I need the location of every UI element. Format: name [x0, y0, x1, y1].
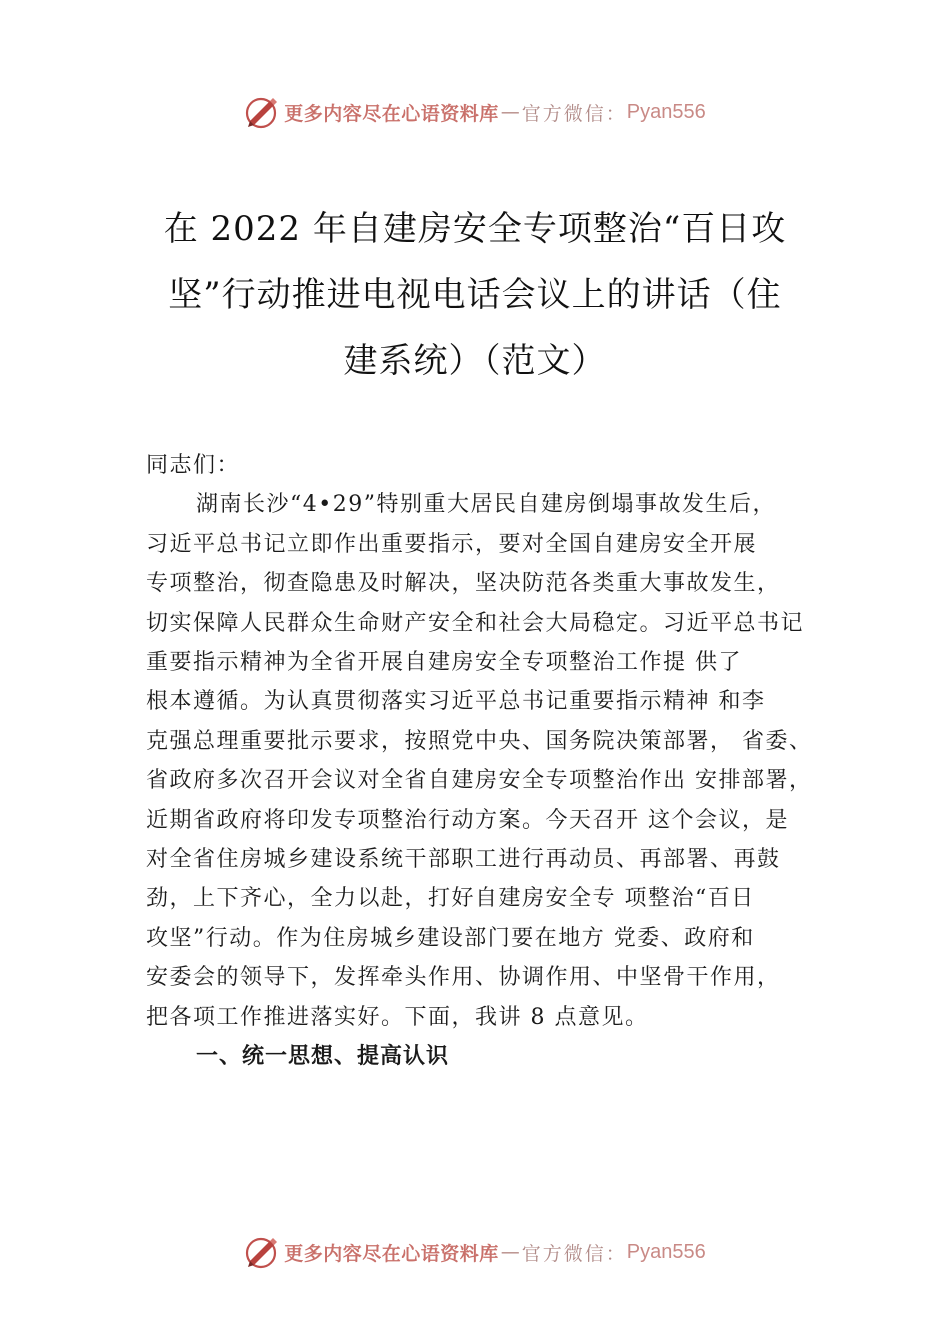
- document-body: [146, 446, 846, 1077]
- title-line: 在 2022 年自建房安全专项整治“百日攻: [163, 209, 787, 249]
- paragraph-line: 专项整治，彻查隐患及时解决，坚决防范各类重大事故发生，: [146, 571, 781, 597]
- paragraph-line: 切实保障人民群众生命财产安全和社会大局稳定。习近平总书记: [146, 610, 805, 636]
- document-title: [130, 196, 820, 394]
- paragraph-line: 近期省政府将印发专项整治行动方案。今天召开 这个会议，是: [146, 807, 789, 833]
- paragraph-line: 习近平总书记立即作出重要指示，要对全国自建房安全开展: [146, 531, 758, 557]
- paragraph-line: 重要指示精神为全省开展自建房安全专项整治工作提 供了: [146, 650, 742, 676]
- paragraph-line: 湖南长沙“4•29”特别重大居民自建房倒塌事故发生后，: [196, 492, 776, 518]
- paragraph-line: 把各项工作推进落实好。下面，我讲 8 点意见。: [146, 1004, 649, 1030]
- paragraph-line: 对全省住房城乡建设系统干部职工进行再动员、再部署、再鼓: [146, 847, 781, 873]
- title-line: 坚”行动推进电视电话会议上的讲话（住: [168, 275, 782, 315]
- watermark-wechat-id: Pyan556: [626, 1240, 706, 1263]
- title-line: 建系统）（范文）: [343, 341, 607, 381]
- paragraph-line: 省政府多次召开会议对全省自建房安全专项整治作出 安排部署，: [146, 768, 813, 794]
- salutation: 同志们：: [146, 453, 241, 478]
- watermark-wechat-label: 官方微信：: [521, 1242, 627, 1265]
- watermark-text: 更多内容尽在心语资料库: [284, 1242, 499, 1265]
- paragraph-line: 攻坚”行动。作为住房城乡建设部门要在地方 党委、政府和: [146, 925, 755, 951]
- pen-logo-icon: [244, 94, 280, 130]
- watermark-wechat-label: 官方微信：: [521, 102, 627, 125]
- paragraph-line: 克强总理重要批示要求，按照党中央、国务院决策部署， 省委、: [146, 728, 813, 754]
- watermark-banner-bottom: [0, 1232, 950, 1272]
- watermark-wechat-id: Pyan556: [626, 100, 706, 123]
- paragraph-line: 根本遵循。为认真贯彻落实习近平总书记重要指示精神 和李: [146, 689, 766, 715]
- watermark-text: 更多内容尽在心语资料库: [284, 102, 499, 125]
- watermark-banner-top: [0, 92, 950, 132]
- paragraph-line: 劲，上下齐心，全力以赴，打好自建房安全专 项整治“百日: [146, 886, 755, 912]
- section-heading: 一、统一思想、提高认识: [196, 1044, 450, 1070]
- paragraph-line: 安委会的领导下，发挥牵头作用、协调作用、中坚骨干作用，: [146, 965, 781, 991]
- watermark-separator: —: [500, 101, 520, 123]
- watermark-separator: —: [500, 1241, 520, 1263]
- pen-logo-icon: [244, 1234, 280, 1270]
